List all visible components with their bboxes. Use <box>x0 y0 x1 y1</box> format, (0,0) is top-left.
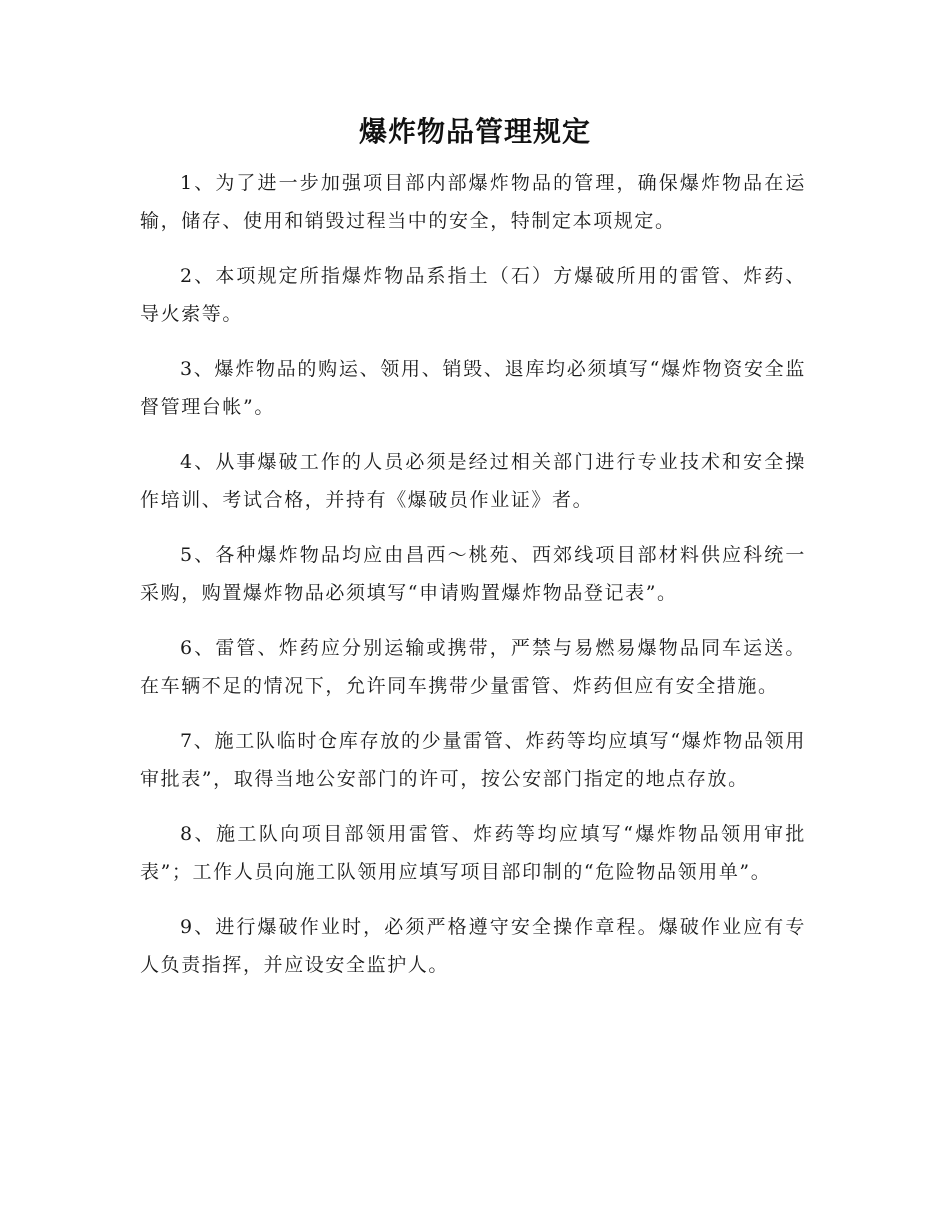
paragraph-3: 3、爆炸物品的购运、领用、销毁、退库均必须填写“爆炸物资安全监督管理台帐”。 <box>140 358 806 418</box>
paragraph-5: 5、各种爆炸物品均应由昌西～桃苑、西郊线项目部材料供应科统一采购，购置爆炸物品必须填写“申请购置爆炸物品登记表”。 <box>140 544 806 604</box>
paragraph-1: 1、为了进一步加强项目部内部爆炸物品的管理，确保爆炸物品在运输，储存、使用和销毁过程当中的安全，特制定本项规定。 <box>140 172 806 232</box>
paragraph-9: 9、进行爆破作业时，必须严格遵守安全操作章程。爆破作业应有专人负责指挥，并应设安全监护人。 <box>140 916 806 976</box>
paragraph-6: 6、雷管、炸药应分别运输或携带，严禁与易燃易爆物品同车运送。在车辆不足的情况下，允许同车携带少量雷管、炸药但应有安全措施。 <box>140 637 806 697</box>
paragraph-8: 8、施工队向项目部领用雷管、炸药等均应填写“爆炸物品领用审批表”；工作人员向施工队领用应填写项目部印制的“危险物品领用单”。 <box>140 823 806 883</box>
document-body <box>140 164 806 1001</box>
document-title: 爆炸物品管理规定 <box>358 115 591 148</box>
paragraph-7: 7、施工队临时仓库存放的少量雷管、炸药等均应填写“爆炸物品领用审批表”，取得当地公安部门的许可，按公安部门指定的地点存放。 <box>140 730 806 790</box>
paragraph-2: 2、本项规定所指爆炸物品系指土（石）方爆破所用的雷管、炸药、导火索等。 <box>140 265 806 325</box>
paragraph-4: 4、从事爆破工作的人员必须是经过相关部门进行专业技术和安全操作培训、考试合格，并持有《爆破员作业证》者。 <box>140 451 806 511</box>
